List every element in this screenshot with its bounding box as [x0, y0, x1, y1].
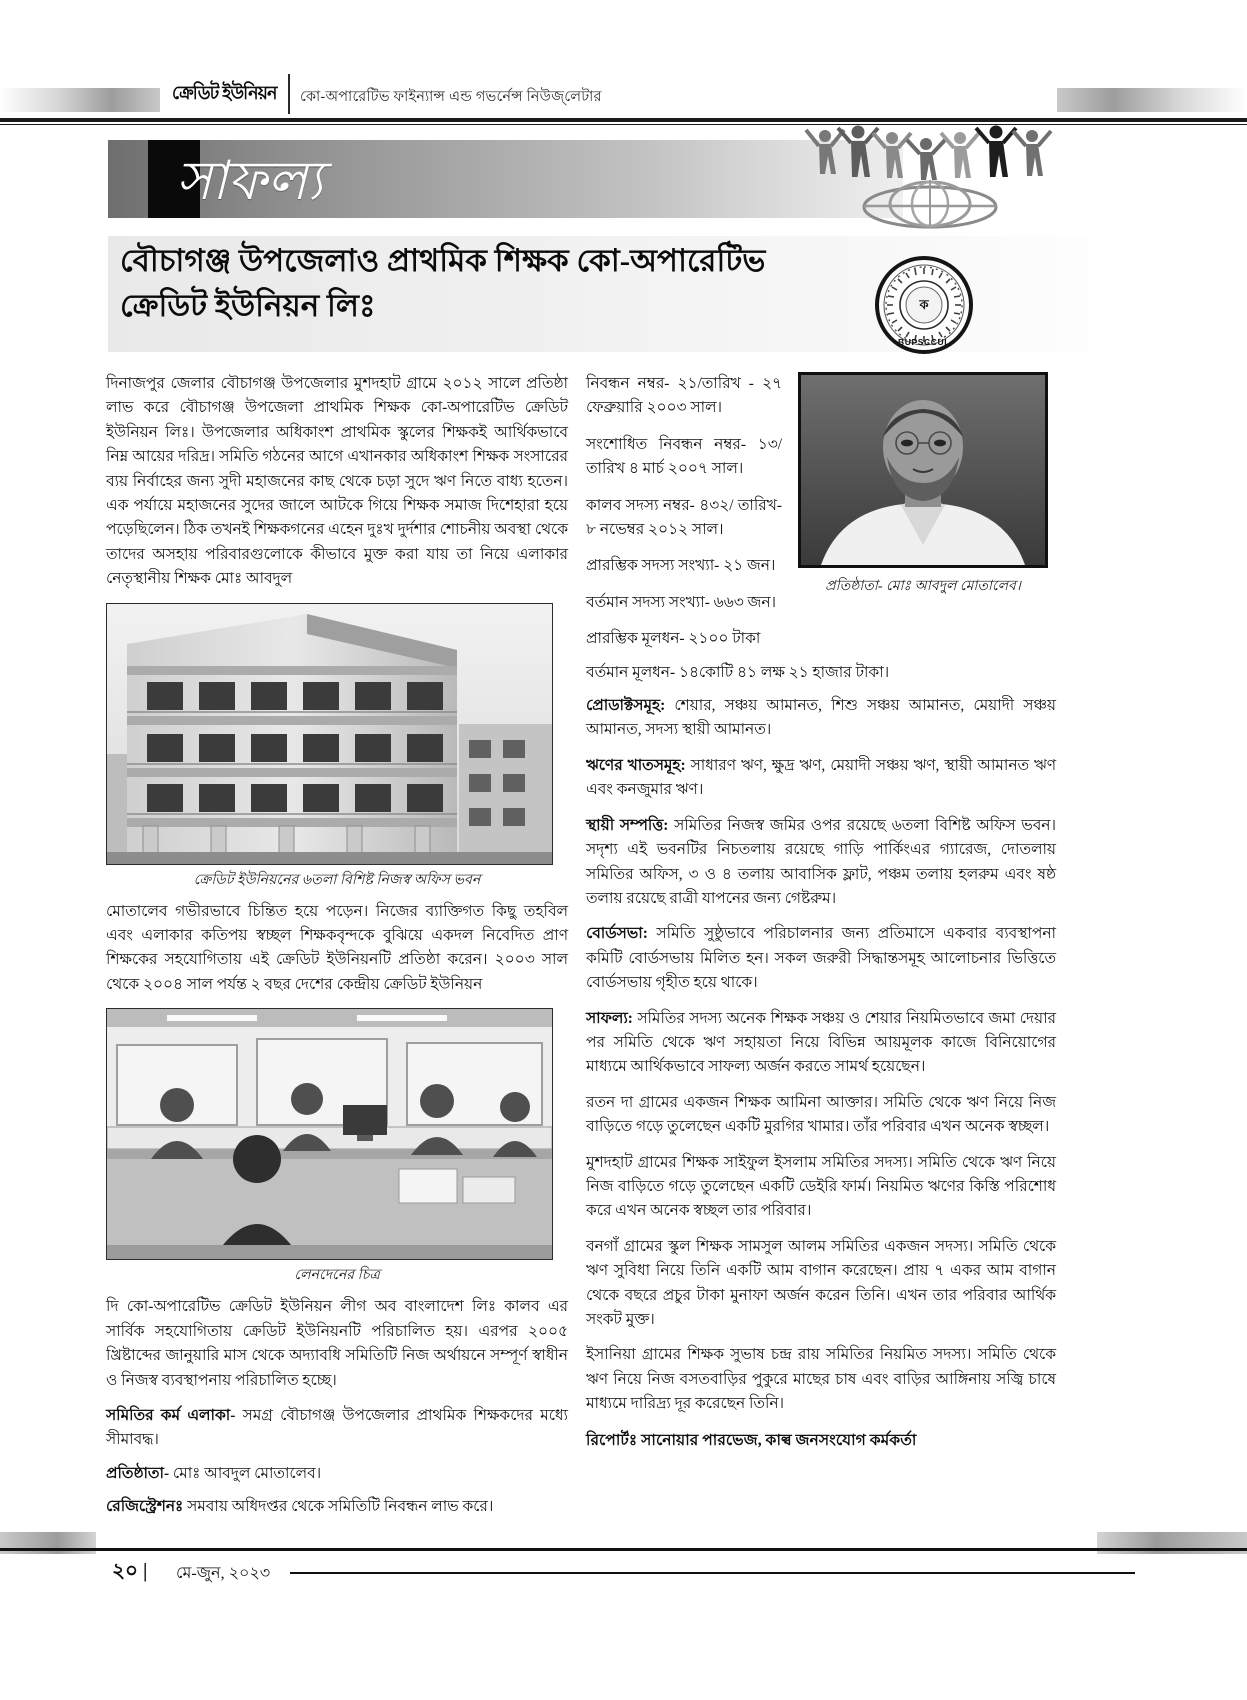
success-story-4: ইসানিয়া গ্রামের শিক্ষক সুভাষ চন্দ্র রায় সমিতির নিয়মিত সদস্য। সমিতি থেকে ঋণ নিয়ে নিজ বসতবাড়ির পুকুরে মাছের চাষ এবং বাড়ির আঙ্গিনায় সজ্বি চাষে মাধ্যমে দারিদ্র্য দূর করেছেন তিনি। — [586, 1346, 1056, 1413]
people-around-globe-icon — [800, 122, 1060, 232]
section-board-meeting-text: সমিতি সুষ্ঠুভাবে পরিচালনার জন্য প্রতিমাসে একবার ব্যবস্থাপনা কমিটি বোর্ডসভায় মিলিত হন। সকল জরুরী সিদ্ধান্তসমূহ আলোচনার ভিত্তিতে বোর্ডসভায় গৃহীত হয়ে থাকে। — [586, 925, 1056, 992]
success-story-1: রতন দা গ্রামের একজন শিক্ষক আমিনা আক্তার। সমিতি থেকে ঋণ নিয়ে নিজ বাড়িতে গড়ে তুলেছেন একটি মুরগির খামার। তাঁর পরিবার এখন অনেক স্বচ্ছল। — [586, 1093, 1056, 1136]
section-fixed-assets-text: সমিতির নিজস্ব জমির ওপর রয়েছে ৬তলা বিশিষ্ট অফিস ভবন। সদৃশ্য এই ভবনটির নিচতলায় রয়েছে গাড়ি পার্কিংএর গ্যারেজ, দোতলায় সমিতির অফিস, ৩ ও ৪ তলায় আবাসিক ফ্লাট, পঞ্চম তলায় হলরুম এবং ষষ্ঠ তলায় রয়েছে রাত্রী যাপনের জন্য গেষ্টরুম। — [586, 816, 1056, 907]
section-success-text: সমিতির সদস্য অনেক শিক্ষক সঞ্চয় ও শেয়ার নিয়মিতভাবে জমা দেয়ার পর সমিতি থেকে ঋণ সহায়তা নিয়ে বিভিন্ন আয়মূলক কাজে বিনিয়োগের মাধ্যমে আর্থিকভাবে সাফল্য অর্জন করতে সামর্থ হয়েছেন। — [586, 1009, 1056, 1076]
section-board-meeting-label: বোর্ডসভা: — [586, 925, 648, 943]
data-item-current-members: বর্তমান সদস্য সংখ্যা- ৬৬৩ জন। — [586, 593, 777, 611]
fact-work-area-value: সমগ্র বৌচাগঞ্জ উপজেলার প্রাথমিক শিক্ষকদের মধ্যে সীমাবদ্ধ। — [106, 1406, 568, 1449]
left-column — [106, 372, 568, 1529]
issue-date: মে-জুন, ২০২৩ — [176, 1565, 271, 1582]
office-building-figure — [106, 603, 568, 890]
capital-data-list — [586, 627, 1056, 685]
masthead-gradient-right — [1057, 88, 1247, 112]
registration-data-list — [586, 372, 782, 615]
publication-subtitle: কো-অপারেটিভ ফাইন্যান্স এন্ড গভর্নেন্স নিউজ্‌লেটার — [300, 89, 602, 105]
section-products-label: প্রোডাক্টসমূহ: — [586, 697, 666, 715]
publication-logo: ক্রেডিট ইউনিয়ন — [172, 83, 277, 104]
section-title: সাফল্য — [176, 151, 323, 211]
section-products — [586, 694, 1056, 743]
fact-founder-label: প্রতিষ্ঠাতা- — [106, 1464, 170, 1482]
masthead-gradient-left — [0, 88, 160, 112]
founder-portrait-caption: প্রতিষ্ঠাতা- মোঃ আবদুল মোতালেব। — [825, 579, 1021, 594]
founder-portrait-figure — [798, 372, 1048, 598]
data-item-current-capital: বর্তমান মূলধন- ১৪কোটি ৪১ লক্ষ ২১ হাজার টাকা। — [586, 663, 890, 681]
article-headline: বৌচাগঞ্জ উপজেলাও প্রাথমিক শিক্ষক কো-অপারেটিভ ক্রেডিট ইউনিয়ন লিঃ — [120, 243, 766, 323]
headline-block — [108, 236, 1148, 352]
section-board-meeting — [586, 922, 1056, 995]
section-loan-types-text: সাধারণ ঋণ, ক্ষুদ্র ঋণ, মেয়াদী সঞ্চয় ঋণ, স্থায়ী আমানত ঋণ এবং কনজুমার ঋণ। — [586, 756, 1057, 799]
left-paragraph-1: দিনাজপুর জেলার বৌচাগঞ্জ উপজেলার মুশদহাট গ্রামে ২০১২ সালে প্রতিষ্ঠা লাভ করে বৌচাগঞ্জ উপজেলা প্রাথমিক শিক্ষক কো-অপারেটিভ ক্রেডিট ইউনিয়ন লিঃ। উপজেলার অধিকাংশ প্রাথমিক স্কুলের শিক্ষকই আর্থিকভাবে নিম্ন আয়ের দরিদ্র। সমিতি গঠনের আগে এখানকার অধিকাংশ শিক্ষক সংসারের ব্যয় নির্বাহের জন্য সুদী মহাজনের কাছ থেকে চড়া সুদে ঋণ নিতে বাধ্য হতেন। এক পর্যায়ে মহাজনের সুদের জালে আটকে গিয়ে শিক্ষক সমাজ দিশেহারা হয়ে পড়েছিলেন। ঠিক তখনই শিক্ষকগনের এহেন দুঃখ দুর্দশার শোচনীয় অবস্থা থেকে তাদের অসহায় পরিবারগুলোকে কীভাবে মুক্ত করা যায় তা নিয়ে এলাকার নেতৃস্থানীয় শিক্ষক মোঃ আবদুল — [106, 375, 569, 588]
section-fixed-assets-label: স্থায়ী সম্পত্তি: — [586, 816, 669, 834]
article-byline: রিপোর্টঃ সানোয়ার পারভেজ, কাল্ব জনসংযোগ কর্মকর্তা — [586, 1431, 917, 1449]
section-success-label: সাফল্য: — [586, 1009, 633, 1027]
office-building-photo — [106, 603, 553, 865]
footer-rule — [0, 1548, 1247, 1551]
fact-work-area — [106, 1404, 568, 1453]
seal-acronym: BUPSCCUL — [897, 337, 951, 347]
section-loan-types-label: ঋণের খাতসমূহ: — [586, 756, 686, 774]
fact-work-area-label: সমিতির কর্ম এলাকা- — [106, 1406, 236, 1424]
section-banner — [108, 140, 903, 218]
transaction-counter-caption: লেনদেনের চিত্র — [294, 1267, 380, 1284]
page-number: ২০ | — [112, 1560, 148, 1582]
success-story-2: মুশদহাট গ্রামের শিক্ষক সাইফুল ইসলাম সমিতির সদস্য। সমিতি থেকে ঋণ নিয়ে নিজ বাড়িতে গড়ে তুলেছেন একটি ডেইরি ফার্ম। নিয়মিত ঋণের কিস্তি পরিশোধ করে এখন অনেক স্বচ্ছল তার পরিবার। — [586, 1153, 1056, 1220]
transaction-counter-photo — [106, 1008, 553, 1260]
fact-registration-label: রেজিস্ট্রেশনঃ — [106, 1498, 184, 1516]
masthead-divider — [288, 74, 290, 114]
data-item-calb-member-number: কালব সদস্য নম্বর- ৪৩২/ তারিখ- ৮ নভেম্বর ২০১২ সাল। — [586, 496, 782, 539]
left-paragraph-2: মোতালেব গভীরভাবে চিন্তিত হয়ে পড়েন। নিজের ব্যাক্তিগত কিছু তহবিল এবং এলাকার কতিপয় স্বচ্ছল শিক্ষকবৃন্দকে বুঝিয়ে একদল নিবেদিত প্রাণ শিক্ষকের সহযোগিতায় এই ক্রেডিট ইউনিয়নটি প্রতিষ্ঠা করেন। ২০০৩ সাল থেকে ২০০৪ সাল পর্যন্ত ২ বছর দেশের কেন্দ্রীয় ক্রেডিট ইউনিয়ন — [106, 902, 568, 993]
footer-underline — [290, 1572, 1135, 1574]
left-paragraph-3: দি কো-অপারেটিভ ক্রেডিট ইউনিয়ন লীগ অব বাংলাদেশ লিঃ কালব এর সার্বিক সহযোগিতায় ক্রেডিট ইউনিয়নটি পরিচালিত হয়। এরপর ২০০৫ খ্রিষ্টাব্দের জানুয়ারি মাস থেকে অদ্যাবধি সমিতিটি নিজ অর্থায়নে সম্পূর্ণ স্বাধীন ও নিজস্ব ব্যবস্থাপনায় পরিচালিত হচ্ছে। — [106, 1298, 568, 1389]
section-success — [586, 1007, 1056, 1080]
data-item-initial-members: প্রারম্ভিক সদস্য সংখ্যা- ২১ জন। — [586, 557, 776, 575]
fact-registration — [106, 1495, 568, 1519]
data-item-initial-capital: প্রারম্ভিক মূলধন- ২১০০ টাকা — [586, 630, 761, 648]
data-item-registration-number: নিবন্ধন নম্বর- ২১/তারিখ - ২৭ ফেব্রুয়ারি ২০০৩ সাল। — [586, 375, 782, 417]
section-fixed-assets — [586, 814, 1056, 912]
fact-founder — [106, 1462, 568, 1486]
founder-portrait-photo — [798, 372, 1048, 568]
office-building-caption: ক্রেডিট ইউনিয়নের ৬তলা বিশিষ্ট নিজস্ব অফিস ভবন — [193, 871, 481, 888]
section-loan-types — [586, 754, 1056, 803]
fact-founder-value: মোঃ আবদুল মোতালেব। — [169, 1464, 322, 1482]
transaction-counter-figure — [106, 1008, 568, 1285]
section-products-text: শেয়ার, সঞ্চয় আমানত, শিশু সঞ্চয় আমানত, মেয়াদী সঞ্চয় আমানত, সদস্য স্থায়ী আমানত। — [586, 697, 1056, 739]
svg-text:ক: ক — [919, 297, 929, 312]
fact-registration-value: সমবায় অধিদপ্তর থেকে সমিতিটি নিবন্ধন লাভ করে। — [183, 1498, 494, 1516]
organization-seal-icon — [874, 255, 974, 355]
data-item-amended-registration: সংশোধিত নিবন্ধন নম্বর- ১৩/ তারিখ ৪ মার্চ ২০০৭ সাল। — [586, 435, 782, 478]
success-story-3: বনগাঁ গ্রামের স্কুল শিক্ষক সামসুল আলম সমিতির একজন সদস্য। সমিতি থেকে ঋণ সুবিধা নিয়ে তিনি একটি আম বাগান করেছেন। প্রায় ৭ একর আম বাগান থেকে বছরে প্রচুর টাকা মুনাফা অর্জন করেন তিনি। এখন তার পরিবার আর্থিক সংকট মুক্ত। — [586, 1237, 1056, 1328]
